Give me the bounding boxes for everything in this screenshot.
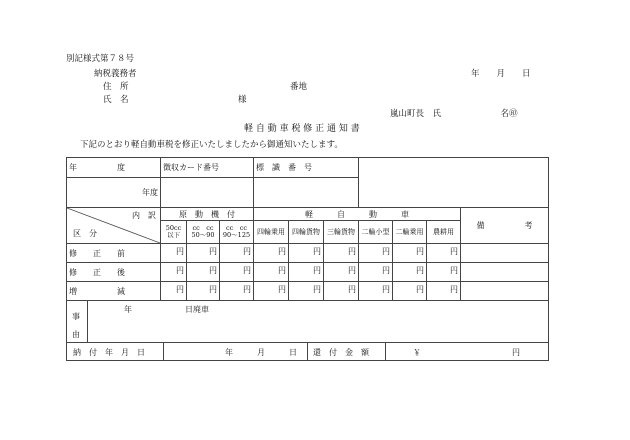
reason-text: 日廃車 bbox=[185, 305, 209, 314]
table-row bbox=[67, 282, 549, 301]
row-label-before: 修 正 前 bbox=[67, 244, 161, 263]
refund-yen[interactable]: 円 bbox=[512, 348, 521, 357]
row-label-after: 修 正 後 bbox=[67, 263, 161, 282]
yen-cell[interactable]: 円 bbox=[220, 263, 254, 282]
table-row bbox=[67, 263, 549, 282]
row-label-difference: 増 減 bbox=[67, 282, 161, 301]
correction-table bbox=[66, 157, 549, 361]
yen-cell[interactable]: 円 bbox=[220, 244, 254, 263]
year-header: 年 度 bbox=[67, 158, 161, 178]
yen-cell[interactable]: 円 bbox=[393, 282, 427, 301]
yen-cell[interactable]: 円 bbox=[220, 282, 254, 301]
yen-cell[interactable]: 円 bbox=[359, 244, 393, 263]
plate-value[interactable] bbox=[254, 178, 359, 208]
yen-cell[interactable]: 円 bbox=[324, 244, 359, 263]
yen-cell[interactable]: 円 bbox=[427, 244, 461, 263]
sub-header-90-125: cc cc 90〜125 bbox=[220, 221, 254, 244]
remarks-header: 備 考 bbox=[461, 208, 549, 244]
yen-cell[interactable]: 円 bbox=[324, 282, 359, 301]
remarks-cell[interactable] bbox=[461, 263, 549, 282]
yen-cell[interactable]: 円 bbox=[289, 244, 324, 263]
sub-header-2w-passenger: 二輪乗用 bbox=[393, 221, 427, 244]
yen-cell[interactable]: 円 bbox=[393, 244, 427, 263]
upper-blank bbox=[359, 158, 549, 208]
name-suffix: 様 bbox=[238, 95, 247, 105]
collection-code-header: 徴収カード番号 bbox=[161, 158, 254, 178]
sub-header-50-90: cc cc 50〜90 bbox=[187, 221, 220, 244]
payment-date-value[interactable]: 年 月 日 bbox=[225, 348, 297, 357]
yen-cell[interactable]: 円 bbox=[324, 263, 359, 282]
breakdown-diagonal-cell bbox=[67, 208, 161, 244]
reason-year: 年 bbox=[124, 305, 132, 314]
intro-text: 下記のとおり軽自動車税を修正いたしましたから御通知いたします。 bbox=[80, 140, 343, 150]
issuer: 嵐山町長 氏 名㊞ bbox=[390, 109, 518, 119]
breakdown-label: 内 訳 bbox=[132, 211, 156, 220]
yen-cell[interactable]: 円 bbox=[187, 244, 220, 263]
plate-header: 標 識 番 号 bbox=[254, 158, 359, 178]
remarks-cell[interactable] bbox=[461, 282, 549, 301]
sub-header-2w-small: 二輪小型 bbox=[359, 221, 393, 244]
issue-date: 年 月 日 bbox=[471, 69, 531, 79]
sub-header-4w-passenger: 四輪乗用 bbox=[254, 221, 289, 244]
remarks-cell[interactable] bbox=[461, 244, 549, 263]
yen-cell[interactable]: 円 bbox=[289, 263, 324, 282]
sub-header-agricultural: 農耕用 bbox=[427, 221, 461, 244]
yen-cell[interactable]: 円 bbox=[254, 244, 289, 263]
yen-cell[interactable]: 円 bbox=[161, 282, 187, 301]
payment-row bbox=[67, 343, 549, 361]
form-number: 別記様式第７８号 bbox=[66, 54, 135, 64]
light-vehicle-header: 軽 自 動 車 bbox=[254, 208, 461, 221]
address-suffix: 番地 bbox=[290, 82, 308, 92]
yen-cell[interactable]: 円 bbox=[427, 282, 461, 301]
category-label: 区 分 bbox=[73, 229, 97, 238]
motorized-bicycle-header: 原 動 機 付 bbox=[161, 208, 254, 221]
yen-cell[interactable]: 円 bbox=[393, 263, 427, 282]
document-title: 軽 自 動 車 税 修 正 通 知 書 bbox=[244, 124, 360, 134]
yen-cell[interactable]: 円 bbox=[161, 263, 187, 282]
yen-cell[interactable]: 円 bbox=[254, 263, 289, 282]
collection-code-value[interactable] bbox=[161, 178, 254, 208]
sub-header-3w-cargo: 三輪貨物 bbox=[324, 221, 359, 244]
yen-cell[interactable]: 円 bbox=[187, 263, 220, 282]
table-row bbox=[67, 244, 549, 263]
name-label: 氏 名 bbox=[103, 95, 129, 105]
sub-header-50cc: 50cc 以下 bbox=[161, 221, 187, 244]
payment-date-label: 納 付 年 月 日 bbox=[73, 348, 145, 357]
sub-header-4w-cargo: 四輪貨物 bbox=[289, 221, 324, 244]
yen-cell[interactable]: 円 bbox=[254, 282, 289, 301]
yen-cell[interactable]: 円 bbox=[359, 282, 393, 301]
address-label: 住 所 bbox=[103, 82, 129, 92]
yen-cell[interactable]: 円 bbox=[161, 244, 187, 263]
yen-cell[interactable]: 円 bbox=[427, 263, 461, 282]
yen-sign: ￥ bbox=[413, 348, 421, 357]
reason-label-2: 由 bbox=[72, 330, 80, 339]
reason-label: 事 bbox=[72, 312, 80, 321]
yen-cell[interactable]: 円 bbox=[359, 263, 393, 282]
yen-cell[interactable]: 円 bbox=[187, 282, 220, 301]
reason-row bbox=[67, 301, 549, 343]
taxpayer-label: 納税義務者 bbox=[94, 69, 137, 79]
refund-label: 還 付 金 額 bbox=[313, 348, 369, 357]
fiscal-year-cell: 年度 bbox=[67, 178, 161, 208]
yen-cell[interactable]: 円 bbox=[289, 282, 324, 301]
reason-label-box bbox=[67, 301, 88, 342]
